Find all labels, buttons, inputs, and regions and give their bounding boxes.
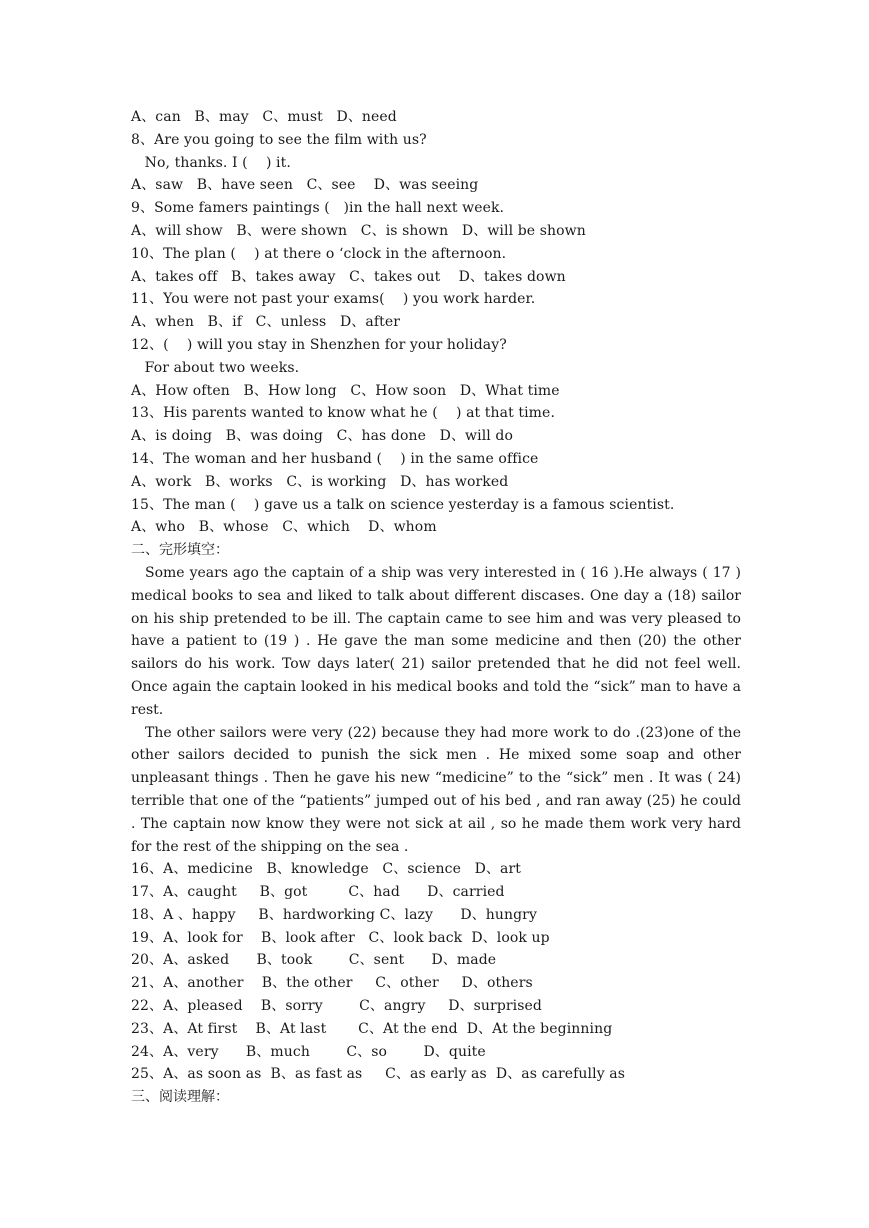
question-line: A、who B、whose C、which D、whom xyxy=(131,519,437,536)
document-page xyxy=(131,106,741,1109)
section-title-reading: 三、阅读理解： xyxy=(131,1089,229,1106)
option-line: 25、A、as soon as B、as fast as C、as early as D、as carefully as xyxy=(131,1066,625,1083)
option-line: 16、A、medicine B、knowledge C、science D、art xyxy=(131,861,522,878)
question-line: A、saw B、have seen C、see D、was seeing xyxy=(131,177,479,194)
option-line: 21、A、another B、the other C、other D、others xyxy=(131,975,533,992)
question-line: A、can B、may C、must D、need xyxy=(131,109,397,125)
question-line: 8、Are you going to see the film with us? xyxy=(131,131,427,148)
question-line: A、is doing B、was doing C、has done D、will do xyxy=(131,428,514,445)
question-line: A、when B、if C、unless D、after xyxy=(131,314,401,331)
question-line: 9、Some famers paintings ( )in the hall next week. xyxy=(131,200,505,217)
cloze-passage-paragraph-1: Some years ago the captain of a ship was very interested in ( 16 ).He always ( 17 ) medical books to sea and liked to talk about different discases. One day a (18) sailor on his ship pretended to be ill. The captain came to see him and was very pleased to have a patient to (19 ) . He gave the man some medicine and then (20) the other sailors do his work. Tow days later( 21) sailor pretended that he did not feel well. Once again the captain looked in his medical books and told the “sick” man to have a rest. xyxy=(131,564,741,718)
option-line: 22、A、pleased B、sorry C、angry D、surprised xyxy=(131,998,542,1015)
cloze-passage-paragraph-2: The other sailors were very (22) because they had more work to do .(23)one of the other sailors decided to punish the sick men . He mixed some soap and other unpleasant things . Then he gave his new “medicine” to the “sick” men . It was ( 24) terrible that one of the “patients” jumped out of his bed , and ran away (25) he could . The captain now know they were not sick at ail , so he made them work very hard for the rest of the shipping on the sea . xyxy=(131,724,741,855)
question-line: 12、( ) will you stay in Shenzhen for your holiday? xyxy=(131,336,507,353)
question-line: For about two weeks. xyxy=(131,359,300,376)
question-line: A、will show B、were shown C、is shown D、will be shown xyxy=(131,222,586,239)
question-line: 10、The plan ( ) at there o ‘clock in the afternoon. xyxy=(131,245,507,262)
question-line: A、work B、works C、is working D、has worked xyxy=(131,473,509,490)
option-line: 19、A、look for B、look after C、look back D、look up xyxy=(131,929,550,946)
question-line: 14、The woman and her husband ( ) in the same office xyxy=(131,450,539,467)
option-line: 24、A、very B、much C、so D、quite xyxy=(131,1043,486,1060)
option-line: 18、A 、happy B、hardworking C、lazy D、hungry xyxy=(131,906,537,923)
option-line: 20、A、asked B、took C、sent D、made xyxy=(131,952,497,969)
question-line: 13、His parents wanted to know what he ( ) at that time. xyxy=(131,405,555,422)
question-line: 11、You were not past your exams( ) you work harder. xyxy=(131,291,536,308)
question-line: No, thanks. I ( ) it. xyxy=(131,154,291,171)
question-list-top xyxy=(131,106,741,539)
question-line: 15、The man ( ) gave us a talk on science yesterday is a famous scientist. xyxy=(131,496,675,513)
section-title-cloze: 二、完形填空： xyxy=(131,542,229,559)
option-line: 17、A、caught B、got C、had D、carried xyxy=(131,884,505,901)
option-line: 23、A、At first B、At last C、At the end D、At the beginning xyxy=(131,1020,613,1037)
question-line: A、How often B、How long C、How soon D、What time xyxy=(131,382,560,399)
question-line: A、takes off B、takes away C、takes out D、takes down xyxy=(131,268,566,285)
cloze-options-list xyxy=(131,858,741,1086)
